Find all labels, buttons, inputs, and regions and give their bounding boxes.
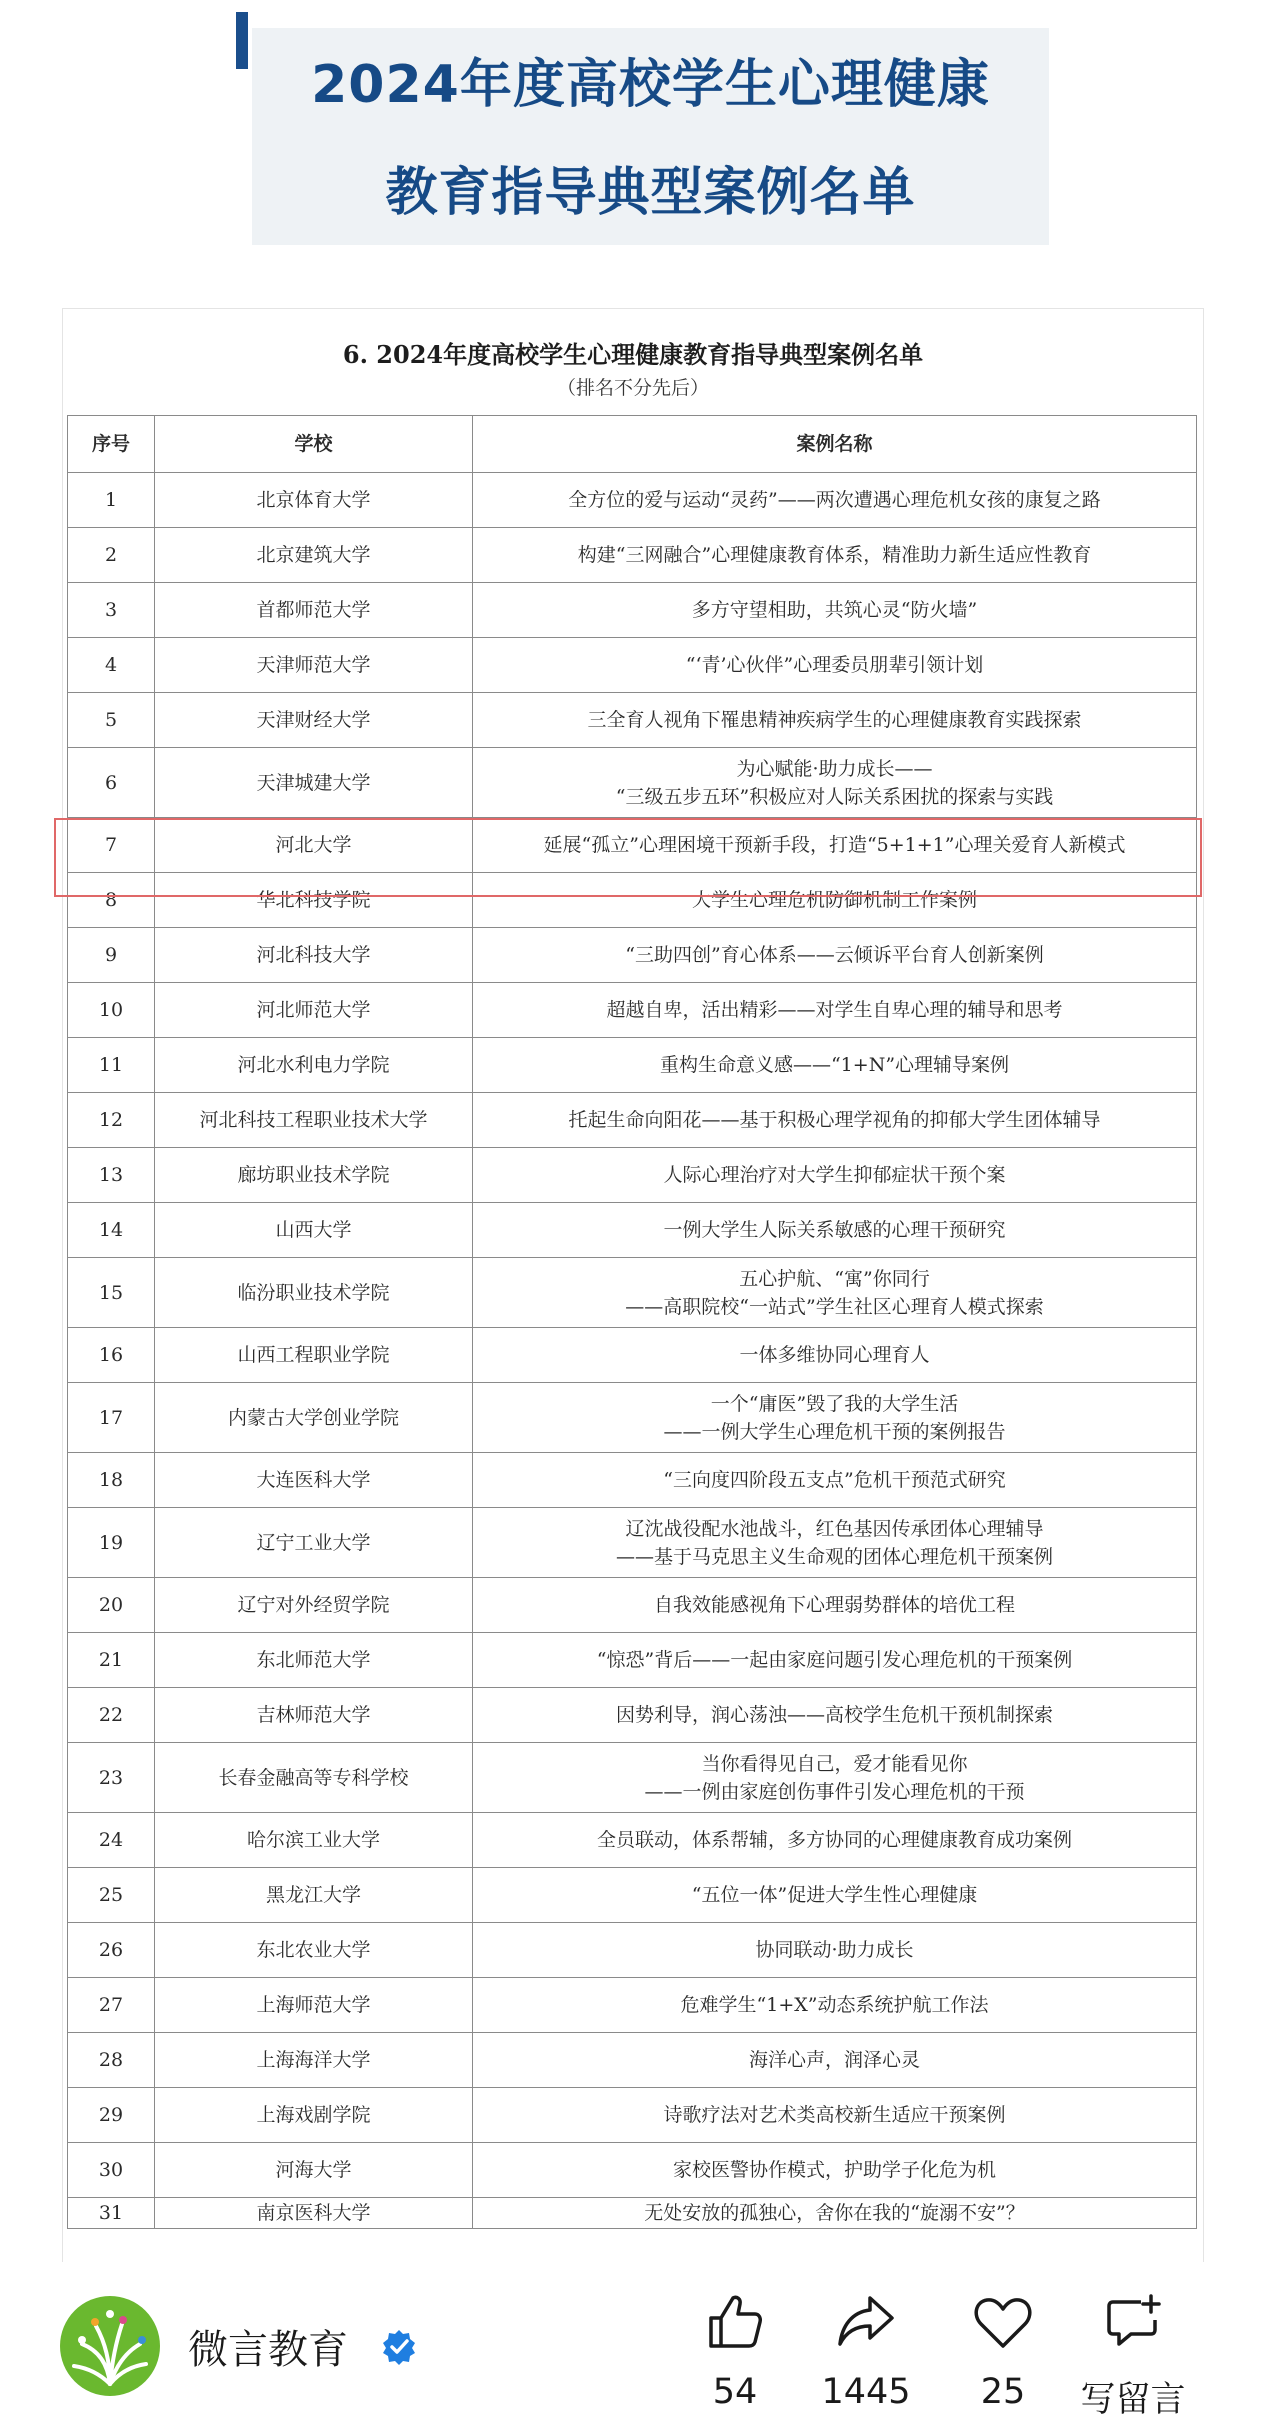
- row-school: 山西大学: [155, 1203, 473, 1258]
- row-case-name: [473, 1578, 1197, 1633]
- table-row: [68, 748, 1197, 818]
- case-name-line: 因势利导，润心荡浊——高校学生危机干预机制探索: [615, 1704, 1053, 1726]
- row-school: 上海师范大学: [155, 1978, 473, 2033]
- table-row: [68, 1508, 1197, 1578]
- case-name-line: 一例大学生人际关系敏感的心理干预研究: [663, 1219, 1006, 1241]
- table-row: [68, 1093, 1197, 1148]
- row-school: 黑龙江大学: [155, 1868, 473, 1923]
- comment-icon: [1101, 2290, 1165, 2354]
- row-case-name: [473, 2088, 1197, 2143]
- row-number: 13: [68, 1148, 155, 1203]
- comment-button[interactable]: [1068, 2290, 1198, 2422]
- row-number: 9: [68, 928, 155, 983]
- row-school: 北京建筑大学: [155, 528, 473, 583]
- row-case-name: [473, 1633, 1197, 1688]
- case-name-line: 重构生命意义感——“1+N”心理辅导案例: [659, 1054, 1010, 1076]
- table-header-row: [68, 416, 1197, 473]
- row-school: 河北科技大学: [155, 928, 473, 983]
- header-title-line-1: 2024年度高校学生心理健康: [311, 55, 990, 115]
- comment-label: 写留言: [1080, 2380, 1186, 2420]
- row-school: 上海海洋大学: [155, 2033, 473, 2088]
- row-number: 27: [68, 1978, 155, 2033]
- case-name-line: 一体多维协同心理育人: [739, 1344, 930, 1366]
- heart-icon: [971, 2290, 1035, 2354]
- case-name-line: ——一例大学生心理危机干预的案例报告: [663, 1420, 1006, 1443]
- favorite-count: 25: [980, 2372, 1026, 2412]
- table-row: [68, 1813, 1197, 1868]
- document-note: （排名不分先后）: [556, 377, 709, 399]
- row-number: 26: [68, 1923, 155, 1978]
- table-row: [68, 2033, 1197, 2088]
- row-school: 天津师范大学: [155, 638, 473, 693]
- row-case-name: [473, 1978, 1197, 2033]
- row-number: 12: [68, 1093, 155, 1148]
- table-row: [68, 2143, 1197, 2198]
- row-number: 22: [68, 1688, 155, 1743]
- table-row: [68, 1578, 1197, 1633]
- row-number: 17: [68, 1383, 155, 1453]
- row-case-name: [473, 1868, 1197, 1923]
- table-row: [68, 1743, 1197, 1813]
- case-name-line: ——一例由家庭创伤事件引发心理危机的干预: [644, 1780, 1025, 1803]
- case-name-line: “三级五步五环”积极应对人际关系困扰的探索与实践: [615, 785, 1054, 808]
- header-title-line-2: 教育指导典型案例名单: [385, 163, 916, 223]
- table-row: [68, 1328, 1197, 1383]
- case-name-line: 自我效能感视角下心理弱势群体的培优工程: [653, 1594, 1015, 1616]
- row-number: 2: [68, 528, 155, 583]
- row-school: 辽宁工业大学: [155, 1508, 473, 1578]
- account-logo[interactable]: [60, 2296, 160, 2396]
- table-row: [68, 1038, 1197, 1093]
- row-school: 河北水利电力学院: [155, 1038, 473, 1093]
- account-name[interactable]: 微言教育: [188, 2327, 348, 2373]
- row-case-name: [473, 1203, 1197, 1258]
- row-school: 首都师范大学: [155, 583, 473, 638]
- row-case-name: [473, 1453, 1197, 1508]
- row-case-name: [473, 1038, 1197, 1093]
- row-case-name: [473, 928, 1197, 983]
- row-number: 14: [68, 1203, 155, 1258]
- logo-graphic: [60, 2296, 160, 2396]
- share-count: 1445: [821, 2372, 911, 2412]
- row-case-name: [473, 748, 1197, 818]
- row-school: 南京医科大学: [155, 2198, 473, 2229]
- row-case-name: [473, 2198, 1197, 2229]
- row-number: 5: [68, 693, 155, 748]
- row-number: 7: [68, 818, 155, 873]
- row-case-name: [473, 1923, 1197, 1978]
- row-school: 河北师范大学: [155, 983, 473, 1038]
- row-case-name: [473, 1508, 1197, 1578]
- case-name-line: 延展“孤立”心理困境干预新手段，打造“5+1+1”心理关爱育人新模式: [543, 834, 1126, 856]
- row-number: 15: [68, 1258, 155, 1328]
- row-number: 19: [68, 1508, 155, 1578]
- table-row: [68, 528, 1197, 583]
- row-school: 大连医科大学: [155, 1453, 473, 1508]
- row-school: 东北师范大学: [155, 1633, 473, 1688]
- case-name-line: ——基于马克思主义生命观的团体心理危机干预案例: [615, 1545, 1053, 1568]
- table-row: [68, 1383, 1197, 1453]
- row-number: 29: [68, 2088, 155, 2143]
- row-number: 31: [68, 2198, 155, 2229]
- row-number: 4: [68, 638, 155, 693]
- row-number: 23: [68, 1743, 155, 1813]
- document-image: [62, 308, 1204, 2270]
- row-number: 30: [68, 2143, 155, 2198]
- header-accent-bar: [236, 12, 248, 69]
- row-case-name: [473, 2143, 1197, 2198]
- row-number: 25: [68, 1868, 155, 1923]
- row-school: 辽宁对外经贸学院: [155, 1578, 473, 1633]
- row-school: 北京体育大学: [155, 473, 473, 528]
- document-title: 6. 2024年度高校学生心理健康教育指导典型案例名单: [342, 340, 924, 369]
- row-case-name: [473, 528, 1197, 583]
- row-school: 哈尔滨工业大学: [155, 1813, 473, 1868]
- table-row: [68, 2088, 1197, 2143]
- table-body: [68, 473, 1197, 2229]
- case-name-line: “‘青’心伙伴”心理委员朋辈引领计划: [685, 654, 984, 676]
- row-case-name: [473, 1743, 1197, 1813]
- row-case-name: [473, 873, 1197, 928]
- table-row: [68, 1923, 1197, 1978]
- case-name-line: 托起生命向阳花——基于积极心理学视角的抑郁大学生团体辅导: [568, 1109, 1101, 1131]
- case-name-line: 人际心理治疗对大学生抑郁症状干预个案: [663, 1164, 1006, 1186]
- like-button[interactable]: [670, 2290, 800, 2412]
- table-row: [68, 1688, 1197, 1743]
- case-name-line: “五位一体”促进大学生性心理健康: [691, 1884, 978, 1906]
- table-row: [68, 983, 1197, 1038]
- case-name-line: 协同联动·助力成长: [755, 1939, 914, 1961]
- row-school: 河北科技工程职业技术大学: [155, 1093, 473, 1148]
- table-row: [68, 693, 1197, 748]
- table-row: [68, 2198, 1197, 2229]
- row-case-name: [473, 583, 1197, 638]
- case-name-line: 家校医警协作模式，护助学子化危为机: [672, 2159, 996, 2181]
- row-school: 东北农业大学: [155, 1923, 473, 1978]
- table-row: [68, 1978, 1197, 2033]
- row-school: 天津城建大学: [155, 748, 473, 818]
- table-row: [68, 928, 1197, 983]
- table-row: [68, 1148, 1197, 1203]
- row-number: 16: [68, 1328, 155, 1383]
- row-number: 6: [68, 748, 155, 818]
- case-name-line: 诗歌疗法对艺术类高校新生适应干预案例: [663, 2104, 1006, 2126]
- case-name-line: ——高职院校“一站式”学生社区心理育人模式探索: [625, 1295, 1044, 1318]
- column-header-seq: 序号: [68, 416, 155, 473]
- row-school: 河北大学: [155, 818, 473, 873]
- row-school: 华北科技学院: [155, 873, 473, 928]
- row-school: 上海戏剧学院: [155, 2088, 473, 2143]
- row-number: 3: [68, 583, 155, 638]
- row-number: 28: [68, 2033, 155, 2088]
- share-button[interactable]: [801, 2290, 931, 2412]
- row-case-name: [473, 983, 1197, 1038]
- table-row: [68, 1453, 1197, 1508]
- row-number: 18: [68, 1453, 155, 1508]
- row-school: 河海大学: [155, 2143, 473, 2198]
- case-name-line: “三向度四阶段五支点”危机干预范式研究: [663, 1469, 1006, 1491]
- row-number: 20: [68, 1578, 155, 1633]
- row-case-name: [473, 818, 1197, 873]
- row-school: 内蒙古大学创业学院: [155, 1383, 473, 1453]
- case-name-line: 五心护航、“寓”你同行: [739, 1267, 930, 1290]
- case-name-line: 大学生心理危机防御机制工作案例: [691, 889, 977, 911]
- case-name-line: 危难学生“1+X”动态系统护航工作法: [680, 1994, 989, 2016]
- table-row: [68, 583, 1197, 638]
- table-row: [68, 638, 1197, 693]
- column-header-school: 学校: [155, 416, 473, 473]
- table-row: [68, 1633, 1197, 1688]
- case-name-line: 当你看得见自己，爱才能看见你: [701, 1752, 968, 1775]
- case-name-line: 无处安放的孤独心，舍你在我的“旋溺不安”？: [644, 2202, 1025, 2224]
- case-table: [67, 415, 1197, 2229]
- row-number: 11: [68, 1038, 155, 1093]
- share-icon: [834, 2290, 898, 2354]
- row-school: 长春金融高等专科学校: [155, 1743, 473, 1813]
- row-case-name: [473, 693, 1197, 748]
- row-case-name: [473, 1328, 1197, 1383]
- row-case-name: [473, 1688, 1197, 1743]
- case-name-line: 多方守望相助，共筑心灵“防火墙”: [691, 599, 978, 621]
- row-case-name: [473, 638, 1197, 693]
- table-row: [68, 473, 1197, 528]
- row-number: 21: [68, 1633, 155, 1688]
- like-icon: [703, 2290, 767, 2354]
- row-school: 临汾职业技术学院: [155, 1258, 473, 1328]
- like-count: 54: [712, 2372, 758, 2412]
- row-number: 10: [68, 983, 155, 1038]
- row-school: 廊坊职业技术学院: [155, 1148, 473, 1203]
- table-row: [68, 1258, 1197, 1328]
- row-number: 8: [68, 873, 155, 928]
- row-school: 吉林师范大学: [155, 1688, 473, 1743]
- table-row: [68, 1203, 1197, 1258]
- row-number: 24: [68, 1813, 155, 1868]
- case-name-line: 海洋心声，润泽心灵: [748, 2049, 920, 2071]
- case-name-line: 一个“庸医”毁了我的大学生活: [710, 1392, 959, 1415]
- row-case-name: [473, 1258, 1197, 1328]
- row-number: 1: [68, 473, 155, 528]
- table-row: [68, 873, 1197, 928]
- case-name-line: “三助四创”育心体系——云倾诉平台育人创新案例: [625, 944, 1044, 966]
- case-name-line: 构建“三网融合”心理健康教育体系，精准助力新生适应性教育: [577, 544, 1092, 566]
- row-school: 天津财经大学: [155, 693, 473, 748]
- case-name-line: 为心赋能·助力成长——: [736, 757, 933, 780]
- row-school: 山西工程职业学院: [155, 1328, 473, 1383]
- table-row: [68, 1868, 1197, 1923]
- verified-badge-icon: [380, 2328, 418, 2366]
- case-name-line: “惊恐”背后——一起由家庭问题引发心理危机的干预案例: [596, 1649, 1073, 1671]
- case-name-line: 超越自卑，活出精彩——对学生自卑心理的辅导和思考: [606, 999, 1063, 1021]
- case-name-line: 全员联动，体系帮辅，多方协同的心理健康教育成功案例: [596, 1829, 1072, 1851]
- case-name-line: 全方位的爱与运动“灵药”——两次遭遇心理危机女孩的康复之路: [568, 489, 1101, 511]
- column-header-case: 案例名称: [473, 416, 1197, 473]
- favorite-button[interactable]: [938, 2290, 1068, 2412]
- row-case-name: [473, 1813, 1197, 1868]
- row-case-name: [473, 1383, 1197, 1453]
- row-case-name: [473, 1093, 1197, 1148]
- row-case-name: [473, 473, 1197, 528]
- case-name-line: 三全育人视角下罹患精神疾病学生的心理健康教育实践探索: [587, 709, 1082, 731]
- case-name-line: 辽沈战役配水池战斗，红色基因传承团体心理辅导: [625, 1517, 1044, 1540]
- table-row: [68, 818, 1197, 873]
- footer-bar: [0, 2262, 1263, 2425]
- row-case-name: [473, 1148, 1197, 1203]
- row-case-name: [473, 2033, 1197, 2088]
